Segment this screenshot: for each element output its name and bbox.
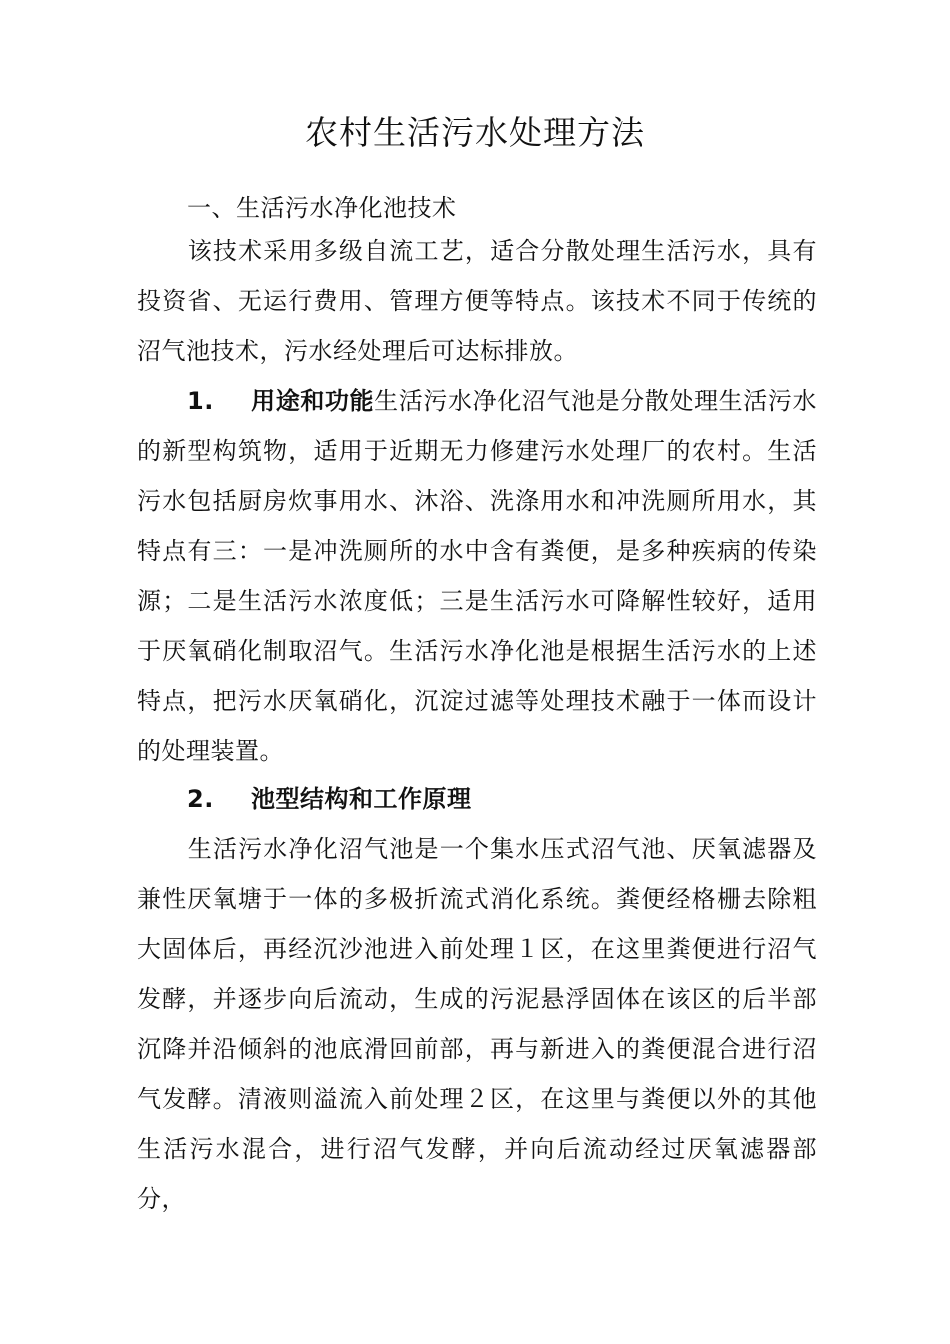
item-2-text: 生活污水净化沼气池是一个集水压式沼气池、厌氧滤器及兼性厌氧塘于一体的多极折流式消化系统。粪便经格栅去除粗大固体后，再经沉沙池进入前处理１区，在这里粪便进行沼气发酵，并逐步向后流动，生成的污泥悬浮固体在该区的后半部沉降并沿倾斜的池底滑回前部，再与新进入的粪便混合进行沼气发酵。清液则溢流入前处理２区，在这里与粪便以外的其他生活污水混合，进行沼气发酵，并向后流动经过厌氧滤器部分， [137, 835, 817, 1213]
item-1-number: 1. [187, 387, 214, 415]
section-1-text: 该技术采用多级自流工艺，适合分散处理生活污水，具有投资省、无运行费用、管理方便等特点。该技术不同于传统的沼气池技术，污水经处理后可达标排放。 [137, 237, 817, 365]
item-2-heading-line [137, 774, 817, 824]
item-1-paragraph [137, 376, 817, 776]
section-1-paragraph [137, 226, 817, 376]
item-2-heading: 池型结构和工作原理 [251, 785, 472, 813]
item-2-number: 2. [187, 785, 214, 813]
item-1-heading: 用途和功能 [251, 387, 375, 415]
document-title: 农村生活污水处理方法 [305, 113, 645, 152]
section-1-heading: 一、生活污水净化池技术 [187, 194, 457, 222]
item-2-paragraph [137, 824, 817, 1224]
item-1-text: 生活污水净化沼气池是分散处理生活污水的新型构筑物，适用于近期无力修建污水处理厂的农村。生活污水包括厨房炊事用水、沐浴、洗涤用水和冲洗厕所用水，其特点有三：一是冲洗厕所的水中含有粪便，是多种疾病的传染源；二是生活污水浓度低；三是生活污水可降解性较好，适用于厌氧硝化制取沼气。生活污水净化池是根据生活污水的上述特点，把污水厌氧硝化，沉淀过滤等处理技术融于一体而设计的处理装置。 [137, 387, 818, 765]
